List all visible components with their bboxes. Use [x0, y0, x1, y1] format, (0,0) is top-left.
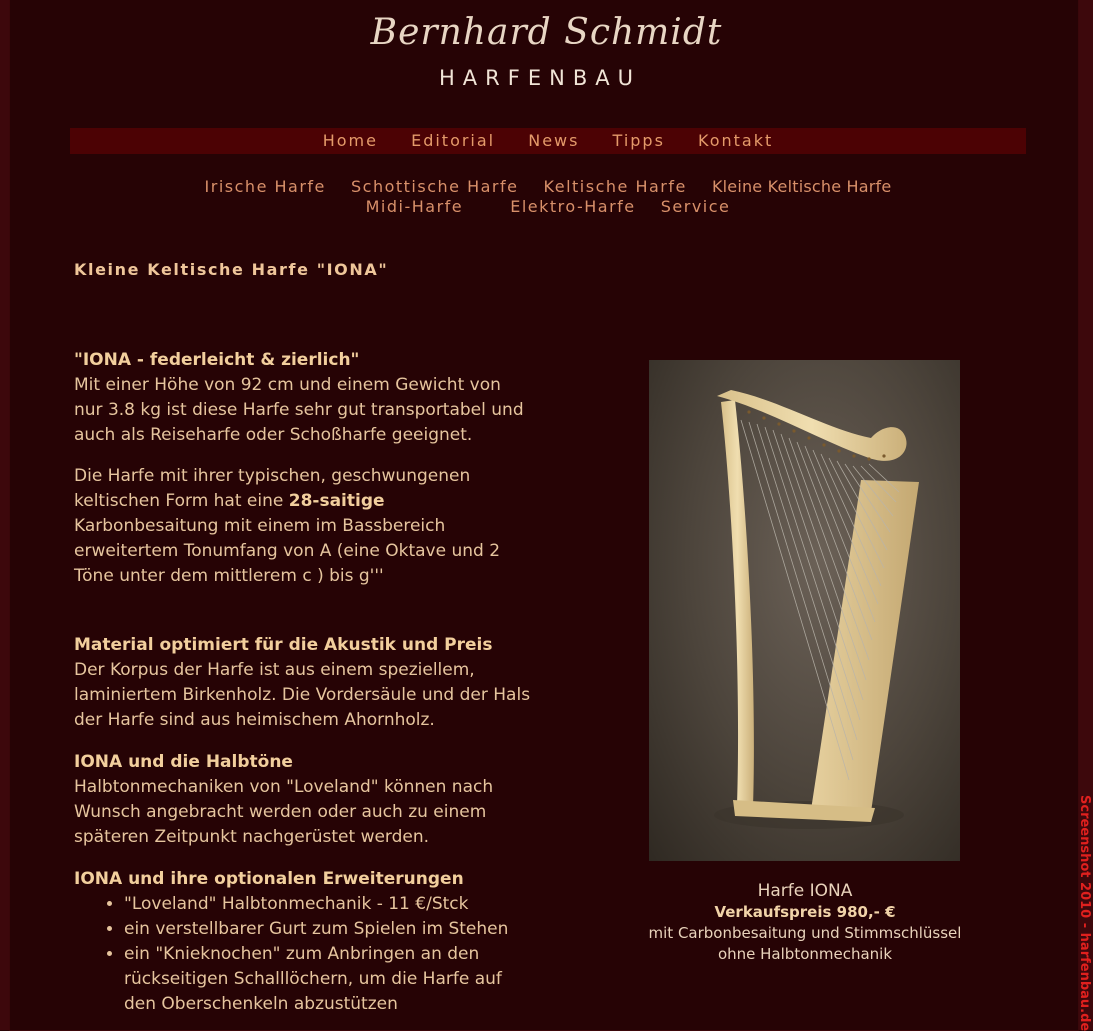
screenshot-watermark: Screenshot 2010 - harfenbau.de: [1077, 795, 1092, 1031]
harp-photo: [649, 360, 960, 861]
logo-script-name[interactable]: Bernhard Schmidt: [370, 12, 723, 53]
section-text-strings: Die Harfe mit ihrer typischen, geschwungenen keltischen Form hat eine 28-saitige Karbonbesaitung mit einem im Bassbereich erweitertem Tonumfang von A (eine Oktave und 2 Töne unter dem mittlerem c ) bis g''': [74, 466, 501, 586]
subnav-elektro-harfe[interactable]: Elektro-Harfe: [510, 197, 636, 216]
subnav-kleine-keltische-harfe[interactable]: Kleine Keltische Harfe: [711, 177, 892, 196]
section-heading-halbtoene: IONA und die Halbtöne: [74, 752, 293, 772]
section-heading-material: Material optimiert für die Akustik und Preis: [74, 635, 493, 655]
strings-count: 28-saitige: [288, 491, 385, 511]
product-description: [74, 348, 534, 1017]
nav-home[interactable]: Home: [322, 131, 378, 150]
nav-kontakt[interactable]: Kontakt: [698, 131, 774, 150]
page-title: Kleine Keltische Harfe "IONA": [74, 260, 389, 279]
subnav-midi-harfe[interactable]: Midi-Harfe: [365, 197, 464, 216]
nav-news[interactable]: News: [528, 131, 580, 150]
section-heading-erweiterungen: IONA und ihre optionalen Erweiterungen: [74, 869, 464, 889]
list-item: • ein "Knieknochen" zum Anbringen an den rückseitigen Schalllöchern, um die Harfe auf den Oberschenkeln abzustützen: [124, 942, 534, 1017]
page-border-left: [0, 0, 10, 1030]
main-nav: [70, 128, 1026, 154]
subnav-keltische-harfe[interactable]: Keltische Harfe: [543, 177, 687, 196]
nav-tipps[interactable]: Tipps: [612, 131, 665, 150]
photo-caption: [620, 880, 990, 965]
caption-price: Verkaufspreis 980,- €: [714, 903, 896, 921]
caption-name: Harfe IONA: [757, 881, 853, 901]
section-heading-iona: "IONA - federleicht & zierlich": [74, 350, 360, 370]
subnav-irische-harfe[interactable]: Irische Harfe: [204, 177, 326, 196]
caption-note: ohne Halbtonmechanik: [717, 945, 893, 963]
subnav-schottische-harfe[interactable]: Schottische Harfe: [350, 177, 519, 196]
section-text-material: Der Korpus der Harfe ist aus einem speziellem, laminiertem Birkenholz. Die Vordersäule und der Hals der Harfe sind aus heimischem Ahornholz.: [74, 660, 531, 730]
harp-illustration: [649, 360, 960, 861]
section-text-iona: Mit einer Höhe von 92 cm und einem Gewicht von nur 3.8 kg ist diese Harfe sehr gut transportabel und auch als Reiseharfe oder Schoßharfe geeignet.: [74, 375, 524, 445]
caption-equipment: mit Carbonbesaitung und Stimmschlüssel: [648, 924, 962, 942]
logo-subtitle[interactable]: HARFENBAU: [439, 66, 641, 90]
product-nav: [0, 177, 1093, 217]
options-list: [74, 892, 534, 1017]
list-item: • "Loveland" Halbtonmechanik - 11 €/Stck: [124, 892, 534, 917]
nav-editorial[interactable]: Editorial: [411, 131, 496, 150]
section-text-halbtoene: Halbtonmechaniken von "Loveland" können nach Wunsch angebracht werden oder auch zu einem späteren Zeitpunkt nachgerüstet werden.: [74, 777, 494, 847]
subnav-service[interactable]: Service: [660, 197, 731, 216]
list-item: • ein verstellbarer Gurt zum Spielen im Stehen: [124, 917, 534, 942]
